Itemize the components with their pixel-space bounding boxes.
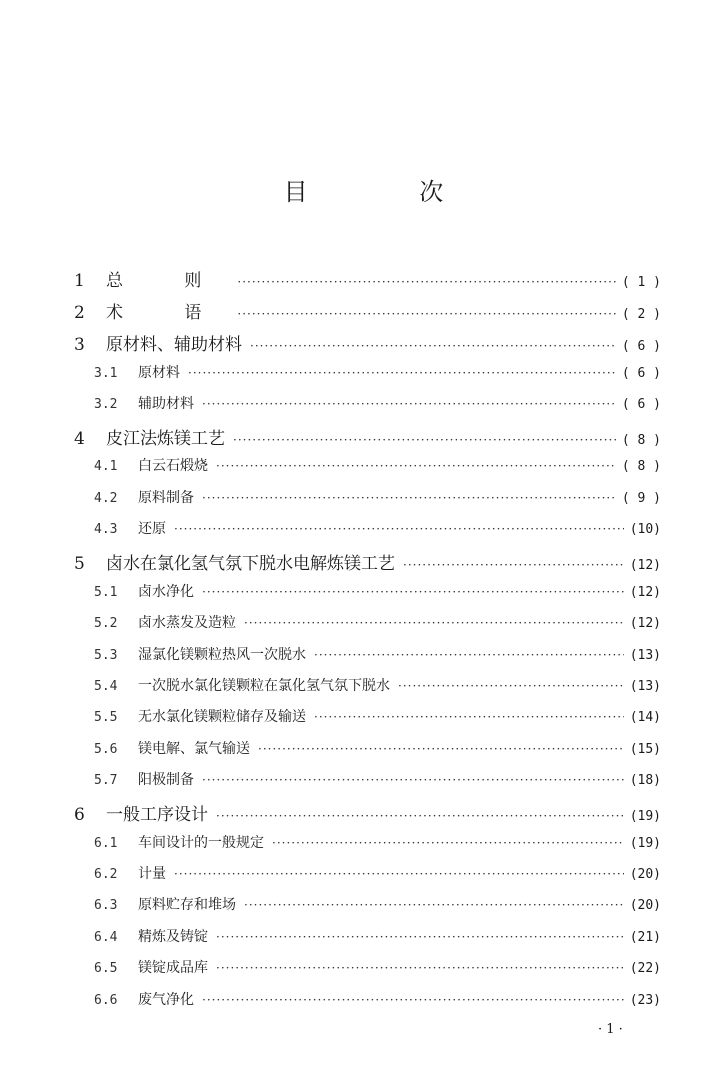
toc-label: 镁电解、氯气输送 <box>138 741 250 757</box>
toc-page: (13) <box>629 648 661 663</box>
toc-number: 6.2 <box>94 867 118 882</box>
dot-leader <box>398 679 624 693</box>
toc-entry[interactable] <box>94 362 661 386</box>
toc-entry[interactable] <box>94 926 661 950</box>
dot-leader <box>244 616 624 630</box>
toc-number: 4.1 <box>94 459 118 474</box>
toc-entry[interactable] <box>94 581 661 605</box>
dot-leader <box>174 867 624 881</box>
toc-entry[interactable] <box>94 989 661 1013</box>
toc-label: 原材料 <box>138 365 180 381</box>
dot-leader <box>216 961 624 975</box>
toc-number: 6.1 <box>94 836 118 851</box>
dot-leader <box>202 397 616 411</box>
dot-leader <box>258 742 624 756</box>
dot-leader <box>250 339 616 353</box>
toc-number: 5 <box>74 554 85 573</box>
toc-number: 5.5 <box>94 710 118 725</box>
toc-page: (20) <box>629 867 661 882</box>
toc-page: (21) <box>629 930 661 945</box>
toc-page: (15) <box>629 742 661 757</box>
toc-page: (12) <box>629 585 661 600</box>
toc-page: ( 8 ) <box>621 459 661 474</box>
toc-page: (19) <box>629 836 661 851</box>
toc-label: 原材料、辅助材料 <box>106 335 242 354</box>
toc-number: 5.6 <box>94 742 118 757</box>
toc-page: (12) <box>629 616 661 631</box>
dot-leader <box>237 275 615 289</box>
toc-number: 2 <box>74 303 85 322</box>
toc-label: 精炼及铸锭 <box>138 929 208 945</box>
toc-number: 1 <box>74 271 85 290</box>
dot-leader <box>216 930 624 944</box>
toc-page: (14) <box>629 710 661 725</box>
toc-label: 镁锭成品库 <box>138 960 208 976</box>
toc-label: 卤水蒸发及造粒 <box>138 615 236 631</box>
dot-leader <box>233 433 616 447</box>
toc-number: 6.6 <box>94 993 118 1008</box>
toc-page: ( 9 ) <box>621 491 661 506</box>
toc-label: 无水氯化镁颗粒储存及输送 <box>138 709 306 725</box>
toc-number: 3.2 <box>94 397 118 412</box>
dot-leader <box>244 898 624 912</box>
page-number: · 1 · <box>598 1022 623 1037</box>
toc-page: ( 1 ) <box>621 275 661 290</box>
dot-leader <box>202 993 624 1007</box>
toc-page: (20) <box>629 898 661 913</box>
toc-page: ( 6 ) <box>621 366 661 381</box>
toc-entry[interactable] <box>94 769 661 793</box>
toc-page: ( 6 ) <box>621 397 661 412</box>
toc-label: 原料制备 <box>138 490 194 506</box>
toc-entry[interactable] <box>94 738 661 762</box>
toc-entry[interactable] <box>94 832 661 856</box>
toc-label: 辅助材料 <box>138 396 194 412</box>
toc-number: 5.2 <box>94 616 118 631</box>
dot-leader <box>272 836 624 850</box>
toc-number: 6 <box>74 805 85 824</box>
toc-label: 湿氯化镁颗粒热风一次脱水 <box>138 647 306 663</box>
toc-label: 一次脱水氯化镁颗粒在氯化氢气氛下脱水 <box>138 678 390 694</box>
toc-number: 5.3 <box>94 648 118 663</box>
toc-number: 6.3 <box>94 898 118 913</box>
toc-number: 6.5 <box>94 961 118 976</box>
toc-number: 6.4 <box>94 930 118 945</box>
toc-page: ( 2 ) <box>621 307 661 322</box>
dot-leader <box>237 307 615 321</box>
toc-page: (12) <box>629 558 661 573</box>
toc-number: 5.1 <box>94 585 118 600</box>
toc-label: 车间设计的一般规定 <box>138 835 264 851</box>
toc-entry[interactable] <box>94 675 661 699</box>
toc-page: ( 8 ) <box>621 433 661 448</box>
dot-leader <box>216 809 624 823</box>
dot-leader <box>314 710 624 724</box>
dot-leader <box>403 558 624 572</box>
toc-number: 5.4 <box>94 679 118 694</box>
toc-label: 卤水在氯化氢气氛下脱水电解炼镁工艺 <box>106 554 395 573</box>
dot-leader <box>202 773 624 787</box>
toc-label: 一般工序设计 <box>106 805 208 824</box>
toc-entry[interactable] <box>94 644 661 668</box>
toc-label: 皮江法炼镁工艺 <box>106 429 225 448</box>
toc-entry[interactable] <box>94 518 661 542</box>
toc-entry[interactable] <box>74 298 661 322</box>
toc-number: 3.1 <box>94 366 118 381</box>
toc-label: 白云石煅烧 <box>138 458 208 474</box>
toc-label: 卤水净化 <box>138 584 194 600</box>
toc-number: 3 <box>74 335 85 354</box>
toc-label: 总 则 <box>106 271 230 290</box>
toc-label: 原料贮存和堆场 <box>138 897 236 913</box>
toc-label: 阳极制备 <box>138 772 194 788</box>
dot-leader <box>216 459 616 473</box>
toc-page: (18) <box>629 773 661 788</box>
toc-number: 5.7 <box>94 773 118 788</box>
dot-leader <box>188 366 616 380</box>
toc-entry[interactable] <box>74 330 661 354</box>
toc-entry[interactable] <box>94 894 661 918</box>
toc-entry[interactable] <box>94 487 661 511</box>
toc-entry[interactable] <box>94 393 661 417</box>
toc-label: 计量 <box>138 866 166 882</box>
toc-page: ( 6 ) <box>621 339 661 354</box>
page-title: 目 次 <box>283 178 496 206</box>
toc-page: (10) <box>629 522 661 537</box>
dot-leader <box>202 585 624 599</box>
toc-entry[interactable] <box>74 266 661 290</box>
toc-entry[interactable] <box>94 455 661 479</box>
dot-leader <box>202 491 616 505</box>
toc-number: 4.3 <box>94 522 118 537</box>
toc-number: 4.2 <box>94 491 118 506</box>
toc-entry[interactable] <box>74 800 661 824</box>
toc-label: 废气净化 <box>138 992 194 1008</box>
toc-label: 还原 <box>138 521 166 537</box>
toc-entry[interactable] <box>74 424 661 448</box>
toc-page: (23) <box>629 993 661 1008</box>
toc-entry[interactable] <box>74 549 661 573</box>
dot-leader <box>314 648 624 662</box>
toc-entry[interactable] <box>94 612 661 636</box>
toc-entry[interactable] <box>94 706 661 730</box>
toc-page: (13) <box>629 679 661 694</box>
toc-page: (22) <box>629 961 661 976</box>
toc-label: 术 语 <box>106 303 230 322</box>
dot-leader <box>174 522 624 536</box>
toc-entry[interactable] <box>94 957 661 981</box>
toc-page: (19) <box>629 809 661 824</box>
toc-number: 4 <box>74 429 85 448</box>
toc-entry[interactable] <box>94 863 661 887</box>
